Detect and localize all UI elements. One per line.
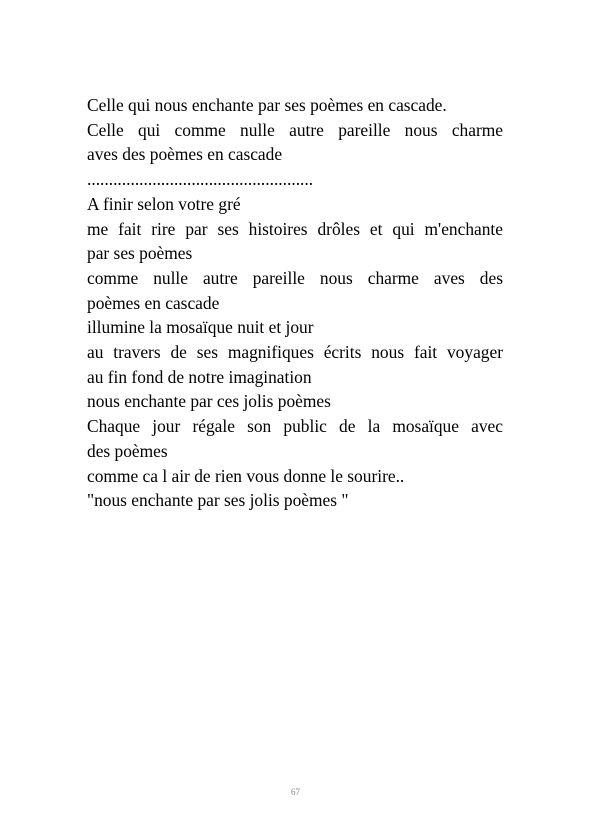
separator-dots: .................................................... bbox=[87, 169, 314, 190]
poem-line-2: Celle qui comme nulle autre pareille nous charme bbox=[87, 119, 503, 140]
poem-line-10: illumine la mosaïque nuit et jour bbox=[87, 317, 314, 338]
poem-line-17: "nous enchante par ses jolis poèmes " bbox=[87, 490, 349, 511]
poem-line-3: aves des poèmes en cascade bbox=[87, 144, 283, 165]
poem-line-12: au fin fond de notre imagination bbox=[87, 366, 312, 387]
poem-line-15: des poèmes bbox=[87, 440, 168, 461]
poem-line-13: nous enchante par ces jolis poèmes bbox=[87, 391, 331, 412]
poem-line-7: par ses poèmes bbox=[87, 243, 193, 264]
poem-line-6: me fait rire par ses histoires drôles et qui m'enchante bbox=[87, 218, 503, 239]
poem-line-9: poèmes en cascade bbox=[87, 292, 220, 313]
poem-line-16: comme ca l air de rien vous donne le sourire.. bbox=[87, 465, 405, 486]
poem-line-14: Chaque jour régale son public de la mosaïque avec bbox=[87, 416, 503, 437]
page-number: 67 bbox=[291, 787, 300, 797]
poem-line-5: A finir selon votre gré bbox=[87, 193, 241, 214]
poem-line-8: comme nulle autre pareille nous charme aves des bbox=[87, 267, 503, 288]
poem-text bbox=[87, 93, 503, 513]
poem-line-1: Celle qui nous enchante par ses poèmes en cascade. bbox=[87, 95, 447, 115]
poem-line-11: au travers de ses magnifiques écrits nous fait voyager bbox=[87, 342, 503, 363]
